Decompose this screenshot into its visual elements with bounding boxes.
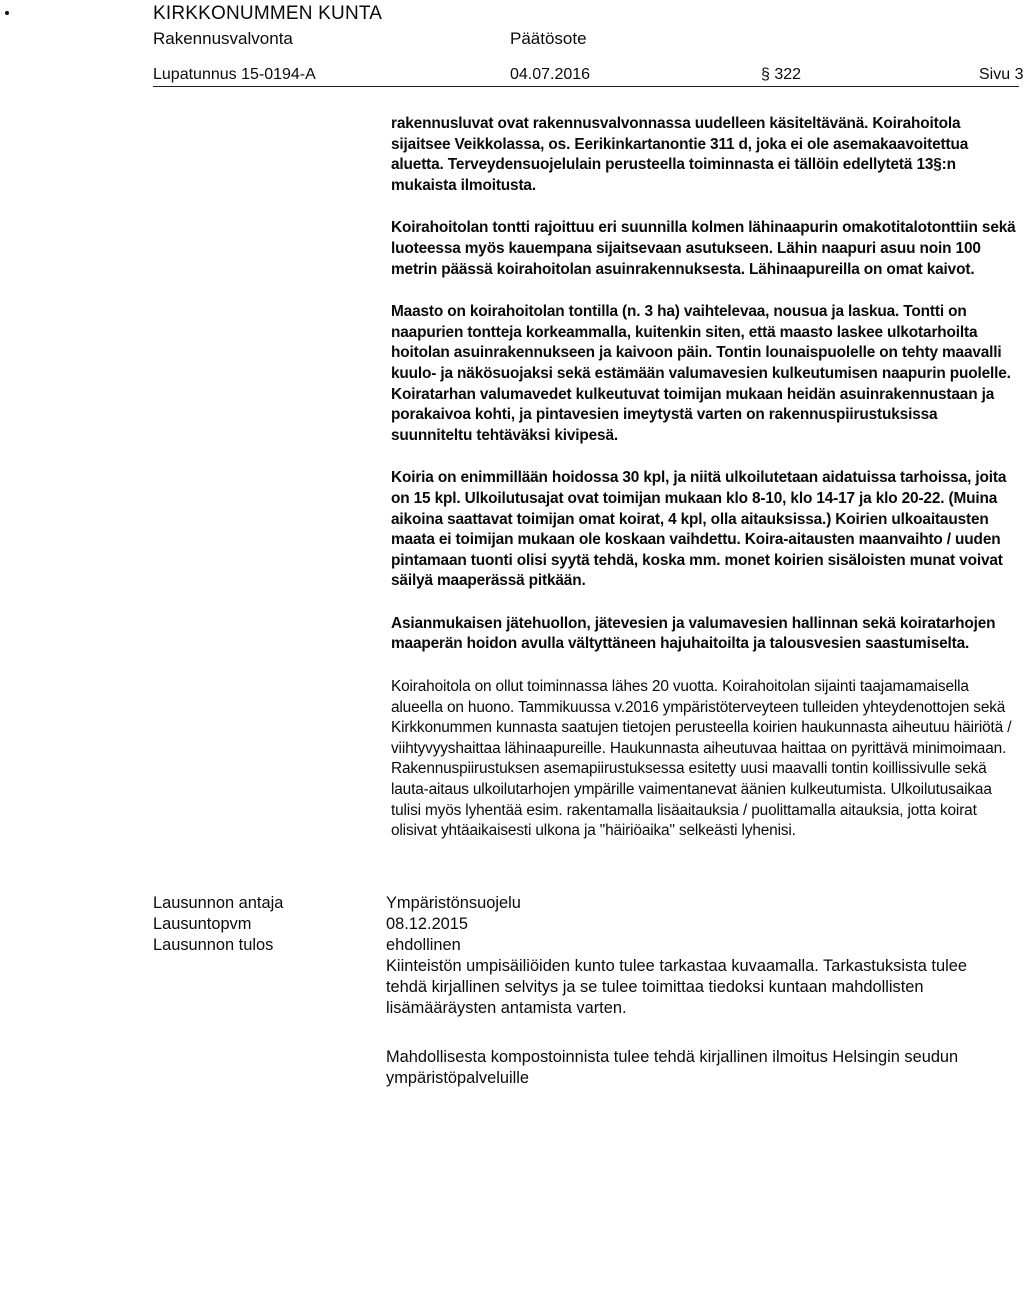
page-number: Sivu 3 [979, 66, 1024, 83]
statement-result-label: Lausunnon tulos [153, 936, 274, 954]
statement-giver-value: Ympäristönsuojelu [386, 894, 521, 912]
document-date: 04.07.2016 [510, 66, 591, 83]
statement-date-value: 08.12.2015 [386, 915, 469, 933]
scan-dot-mark [5, 11, 9, 15]
section-number: § 322 [761, 66, 802, 83]
statement-text: Kiinteistön umpisäiliöiden kunto tulee tarkastaa kuvaamalla. Tarkastuksista tulee tehdä kirjallinen selvitys ja se tulee toimittaa tiedoksi kuntaan mahdollisten lisämääräysten antamista varten. [386, 957, 967, 1017]
body-paragraph: Koirahoitola on ollut toiminnassa lähes 20 vuotta. Koirahoitolan sijainti taajamamaisella alueella on huono. Tammikuussa v.2016 ympäristöterveyteen tulleiden yhteydenottojen sekä Kirkkonummen kunnasta saatujen tietojen perusteella koirien haukunnasta aiheutuu häiriötä / viihtyvyyshaittaa lähinaapureille. Haukunnasta aiheutuvaa haittaa on pyrittävä minimoimaan. Rakennuspiirustuksen asemapiirustuksessa esitetty uusi maavalli tontin koillissivulle sekä lauta-aitaus ulkoilutarhojen ympärille vaimentanevat äänien kulkeutumista. Ulkoilutusaikaa tulisi myös lyhentää esim. rakentamalla lisäaitauksia / puolittamalla aitauksia, jotta koirat olisivat yhtäaikaisesti ulkona ja "häiriöaika" selkeästi lyhenisi. [391, 678, 1012, 840]
body-paragraph: rakennusluvat ovat rakennusvalvonnassa uudelleen käsiteltävänä. Koirahoitola sijaitsee Veikkolassa, os. Eerikinkartanontie 311 d, joka ei ole asemakaavoitettua aluetta. Terveydensuojelulain perusteella toiminnasta ei tällöin edellytetä 13§:n mukaista ilmoitusta. [391, 115, 969, 194]
statement-result-value: ehdollinen [386, 936, 461, 954]
statement-date-label: Lausuntopvm [153, 915, 252, 933]
decision-body [391, 114, 1021, 864]
body-paragraph: Koirahoitolan tontti rajoittuu eri suunnilla kolmen lähinaapurin omakotitalotonttiin sekä luoteessa myös kauempana sijaitsevaan asutukseen. Lähin naapuri asuu noin 100 metrin päässä koirahoitolan asuinrakennuksesta. Lähinaapureilla on omat kaivot. [391, 219, 1016, 278]
body-paragraph: Asianmukaisen jätehuollon, jätevesien ja valumavesien hallinnan sekä koiratarhojen maaperän hoidon avulla vältyttäneen hajuhaitoilta ja talousvesien saastumiselta. [391, 614, 996, 653]
header-divider [153, 86, 1019, 87]
permit-number: Lupatunnus 15-0194-A [153, 66, 316, 83]
body-paragraph: Koiria on enimmillään hoidossa 30 kpl, ja niitä ulkoilutetaan aidatuissa tarhoissa, joita on 15 kpl. Ulkoilutusajat ovat toimijan mukaan klo 8-10, klo 14-17 ja klo 20-22. (Muina aikoina saattavat toimijan omat koirat, 4 kpl, olla aitauksissa.) Koirien ulkoaitausten maata ei toimijan mukaan ole koskaan vaihdettu. Koira-aitausten maanvaihto / uuden pintamaan tuonti olisi syytä tehdä, koska mm. monet koirien sisäloisten munat voivat säilyä maaperässä pitkään. [391, 469, 1007, 590]
department-name: Rakennusvalvonta [153, 29, 293, 48]
statement-text: Mahdollisesta kompostoinnista tulee tehdä kirjallinen ilmoitus Helsingin seudun ympäristöpalveluille [386, 1048, 959, 1087]
organization-name: KIRKKONUMMEN KUNTA [153, 3, 383, 24]
body-paragraph: Maasto on koirahoitolan tontilla (n. 3 ha) vaihtelevaa, nousua ja laskua. Tontti on naapurien tontteja korkeammalla, kuitenkin siten, että maasto laskee ulkotarhoilta hoitolan asuinrakennukseen ja kaivoon päin. Tontin lounaispuolelle on tehty maavalli kuulo- ja näkösuojaksi sekä estämään valumavesien kulkeutumisen naapurin puolelle. Koiratarhan valumavedet kulkeutuvat toimijan mukaan heidän asuinrakennustaan ja porakaivoa kohti, ja pintavesien imeytystä varten on rakennuspiirustuksissa suunniteltu tehtäväksi kivipesä. [391, 303, 1011, 444]
document-type: Päätösote [510, 29, 587, 48]
statement-giver-label: Lausunnon antaja [153, 894, 284, 912]
